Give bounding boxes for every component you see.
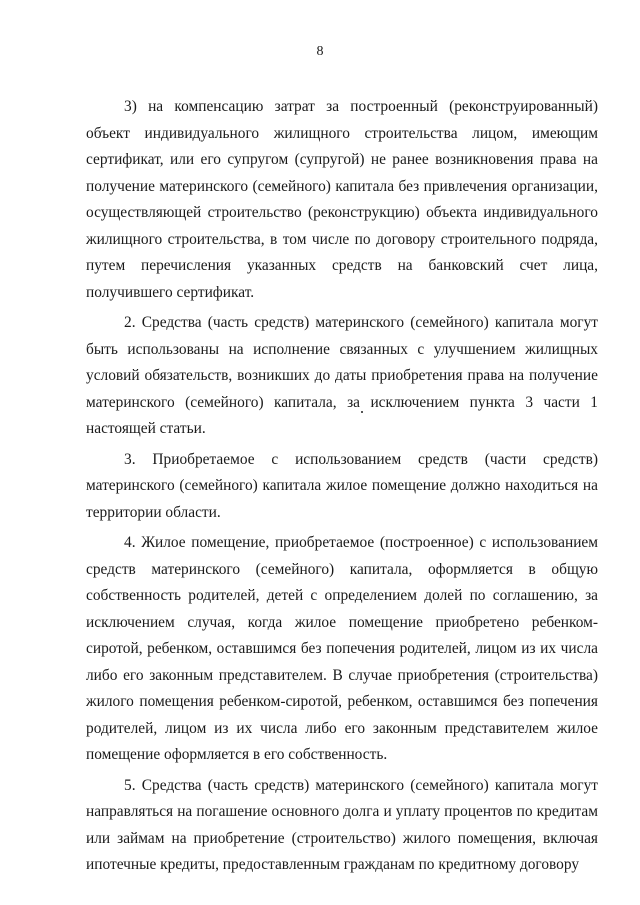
paragraph-item-3: 3) на компенсацию затрат за построенный (реконструированный) объект индивидуального жилищного строительства лицом, имеющим сертификат, или его супругом (супругой) не ранее возникновения права на получение материнского (семейного) капитала без привлечения организации, осуществляющей строительство (реконструкцию) объекта индивидуального жилищного строительства, в том числе по договору строительного подряда, путем перечисления указанных средств на банковский счет лица, получившего сертификат. [86,98,598,301]
page-number: 8 [316,44,324,59]
paragraph-section-2: 2. Средства (часть средств) материнского (семейного) капитала могут быть использованы на исполнение связанных с улучшением жилищных условий обязательств, возникших до даты приобретения права на получение материнского (семейного) капитала, за исключением пункта 3 части 1 настоящей статьи. [86,314,598,437]
paragraph-section-3: 3. Приобретаемое с использованием средств (части средств) материнского (семейного) капитала жилое помещение должно находиться на территории области. [86,450,598,521]
paragraph-section-5: 5. Средства (часть средств) материнского (семейного) капитала могут направляться на погашение основного долга и уплату процентов по кредитам или займам на приобретение (строительство) жилого помещения, включая ипотечные кредиты, предоставленным гражданам по кредитному договору [86,776,598,873]
document-body [86,94,598,883]
paragraph-section-4: 4. Жилое помещение, приобретаемое (построенное) с использованием средств материнского (семейного) капитала, оформляется в общую собственность родителей, детей с определением долей по соглашению, за исключением случая, когда жилое помещение приобретено ребенком-сиротой, ребенком, оставшимся без попечения родителей, лицом из их числа либо его законным представителем. В случае приобретения (строительства) жилого помещения ребенком-сиротой, ребенком, оставшимся без попечения родителей, лицом из их числа либо его законным представителем жилое помещение оформляется в его собственность. [86,534,598,763]
scan-speck [361,411,363,413]
